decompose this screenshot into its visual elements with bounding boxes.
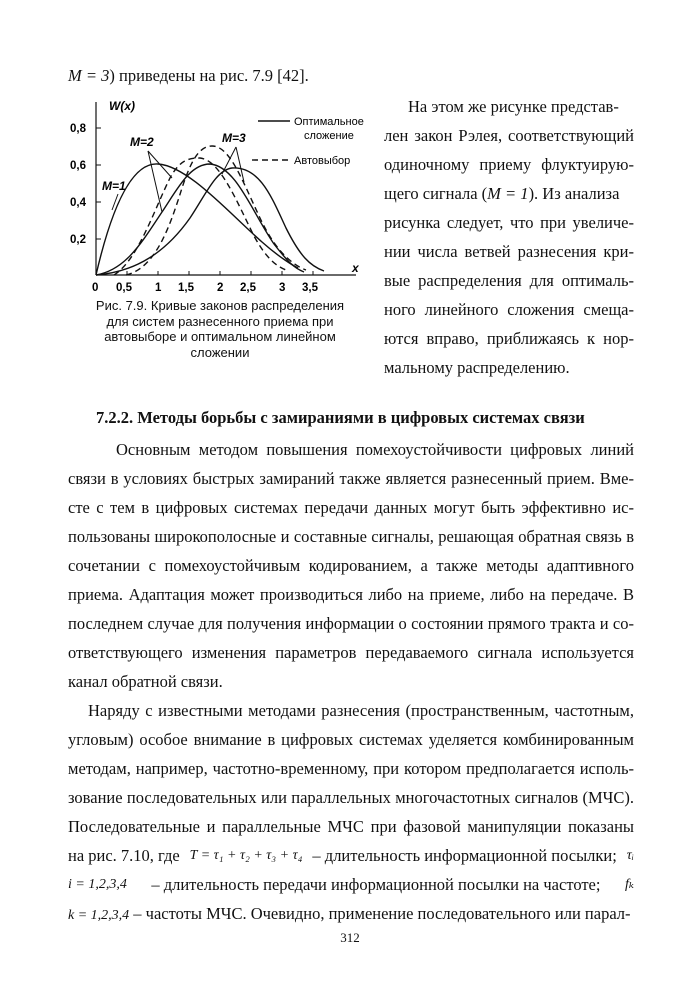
x-tick-2: 2 <box>217 282 224 294</box>
paragraph-line: угловым) особое внимание в цифровых системах уделяется комбинированным <box>68 730 634 749</box>
formula-i: i = 1,2,3,4 <box>68 877 127 892</box>
paragraph-line: Основным методом повышения помехоустойчивости цифровых линий <box>116 440 634 459</box>
formula-m1: M = 1 <box>487 184 529 203</box>
legend-dashed-label: Автовыбор <box>294 155 351 167</box>
x-tick-05: 0,5 <box>116 282 132 294</box>
caption-line: Рис. 7.9. Кривые законов распределения <box>95 298 345 313</box>
formula-line: на рис. 7.10, где T = τ₁ + τ₂ + τ₃ + τ₄ – длительность информационной посылки; τᵢ <box>68 846 634 865</box>
legend-solid-label-1: Оптимальное <box>294 116 364 128</box>
formula-k: k = 1,2,3,4 <box>68 908 130 923</box>
paragraph-line: сочетании с помехоустойчивым кодированием, а также методы адаптивного <box>68 556 634 575</box>
side-text-line: вые распределения для оптималь- <box>384 271 634 290</box>
formula-line: i = 1,2,3,4 – длительность передачи информационной посылки на частоте; fₖ <box>68 875 634 894</box>
curve-m2-optimal <box>96 164 304 275</box>
x-tick-25: 2,5 <box>240 282 256 294</box>
paragraph-line: приема. Адаптация может производиться либо на приеме, либо на передаче. В <box>68 585 634 604</box>
formula-f-k: fₖ <box>624 877 634 892</box>
curve-m2-autoselect <box>114 158 286 275</box>
side-text-line: ются вправо, приближаясь к нор- <box>384 329 634 348</box>
pointer-m3-b <box>236 147 244 182</box>
top-line <box>68 66 634 86</box>
side-text-line: одиночному приему флуктуирую- <box>384 155 634 174</box>
figure-caption <box>70 298 370 360</box>
side-text-line: нии числа ветвей разнесения кри- <box>384 242 634 261</box>
side-text-line: лен закон Рэлея, соответствующий <box>384 126 634 145</box>
pointer-m2-a <box>148 151 162 212</box>
paragraph-line: Последовательные и параллельные МЧС при фазовой манипуляции показаны <box>68 817 634 836</box>
side-text-line: На этом же рисунке представ- <box>408 97 619 116</box>
y-tick-04: 0,4 <box>70 197 86 209</box>
formula-m3: M = 3 <box>68 66 110 85</box>
caption-line: автовыборе и оптимальном линейном <box>104 329 336 344</box>
paragraph-line: сте с тем в цифровых системах передачи данных могут быть эффективно ис- <box>68 498 634 517</box>
paragraph-line: связи в условиях быстрых замираний также является разнесенный прием. Вме- <box>68 469 634 488</box>
paragraph-line: последнем случае для получения информации о состоянии прямого тракта и со- <box>68 614 634 633</box>
side-text-line: мальному распределению. <box>384 358 570 377</box>
paragraph-line: Наряду с известными методами разнесения (пространственным, частотным, <box>88 701 634 720</box>
formula-T: T = τ₁ + τ₂ + τ₃ + τ₄ <box>189 848 303 863</box>
x-tick-15: 1,5 <box>178 282 194 294</box>
side-text-line: рисунка следует, что при увеличе- <box>384 213 634 232</box>
x-tick-35: 3,5 <box>302 282 318 294</box>
page-number: 312 <box>340 930 360 945</box>
x-tick-3: 3 <box>279 282 286 294</box>
formula-line: k = 1,2,3,4 – частоты МЧС. Очевидно, применение последовательного или парал- <box>68 904 631 923</box>
curve-m1-rayleigh <box>96 164 298 275</box>
paragraph-line: методам, например, частотно-временному, при котором предполагается исполь- <box>68 759 634 778</box>
x-tick-1: 1 <box>155 282 162 294</box>
paragraph-line: зование последовательных или параллельных многочастотных сигналов (МЧС). <box>68 788 634 807</box>
y-axis-label: W(x) <box>109 99 135 113</box>
section-heading: 7.2.2. Методы борьбы с замираниями в цифровых системах связи <box>96 408 585 427</box>
y-tick-06: 0,6 <box>70 160 86 172</box>
paragraph-line: ответствующего изменения параметров передаваемого сигнала используется <box>68 643 634 662</box>
legend-solid-label-2: сложение <box>304 130 354 142</box>
y-tick-08: 0,8 <box>70 123 86 135</box>
label-m3: M=3 <box>222 131 246 145</box>
side-text-line: ного линейного сложения смеща- <box>384 300 634 319</box>
label-m2: M=2 <box>130 135 154 149</box>
top-line-text: ) приведены на рис. 7.9 [42]. <box>109 66 309 85</box>
x-axis-label: x <box>352 261 359 275</box>
label-m1: M=1 <box>102 179 126 193</box>
caption-line: для систем разнесенного приема при <box>106 313 334 329</box>
y-tick-02: 0,2 <box>70 234 86 246</box>
distribution-figure <box>66 94 380 298</box>
paragraph-line: канал обратной связи. <box>68 672 223 691</box>
paragraph-line: пользованы широкополосные и составные сигналы, решающая обратная связь в <box>68 527 634 546</box>
side-text-line: щего сигнала (M = 1). Из анализа <box>384 184 620 203</box>
x-tick-0: 0 <box>92 282 99 294</box>
formula-tau-i: τᵢ <box>626 848 634 863</box>
caption-line: сложении <box>190 344 250 360</box>
